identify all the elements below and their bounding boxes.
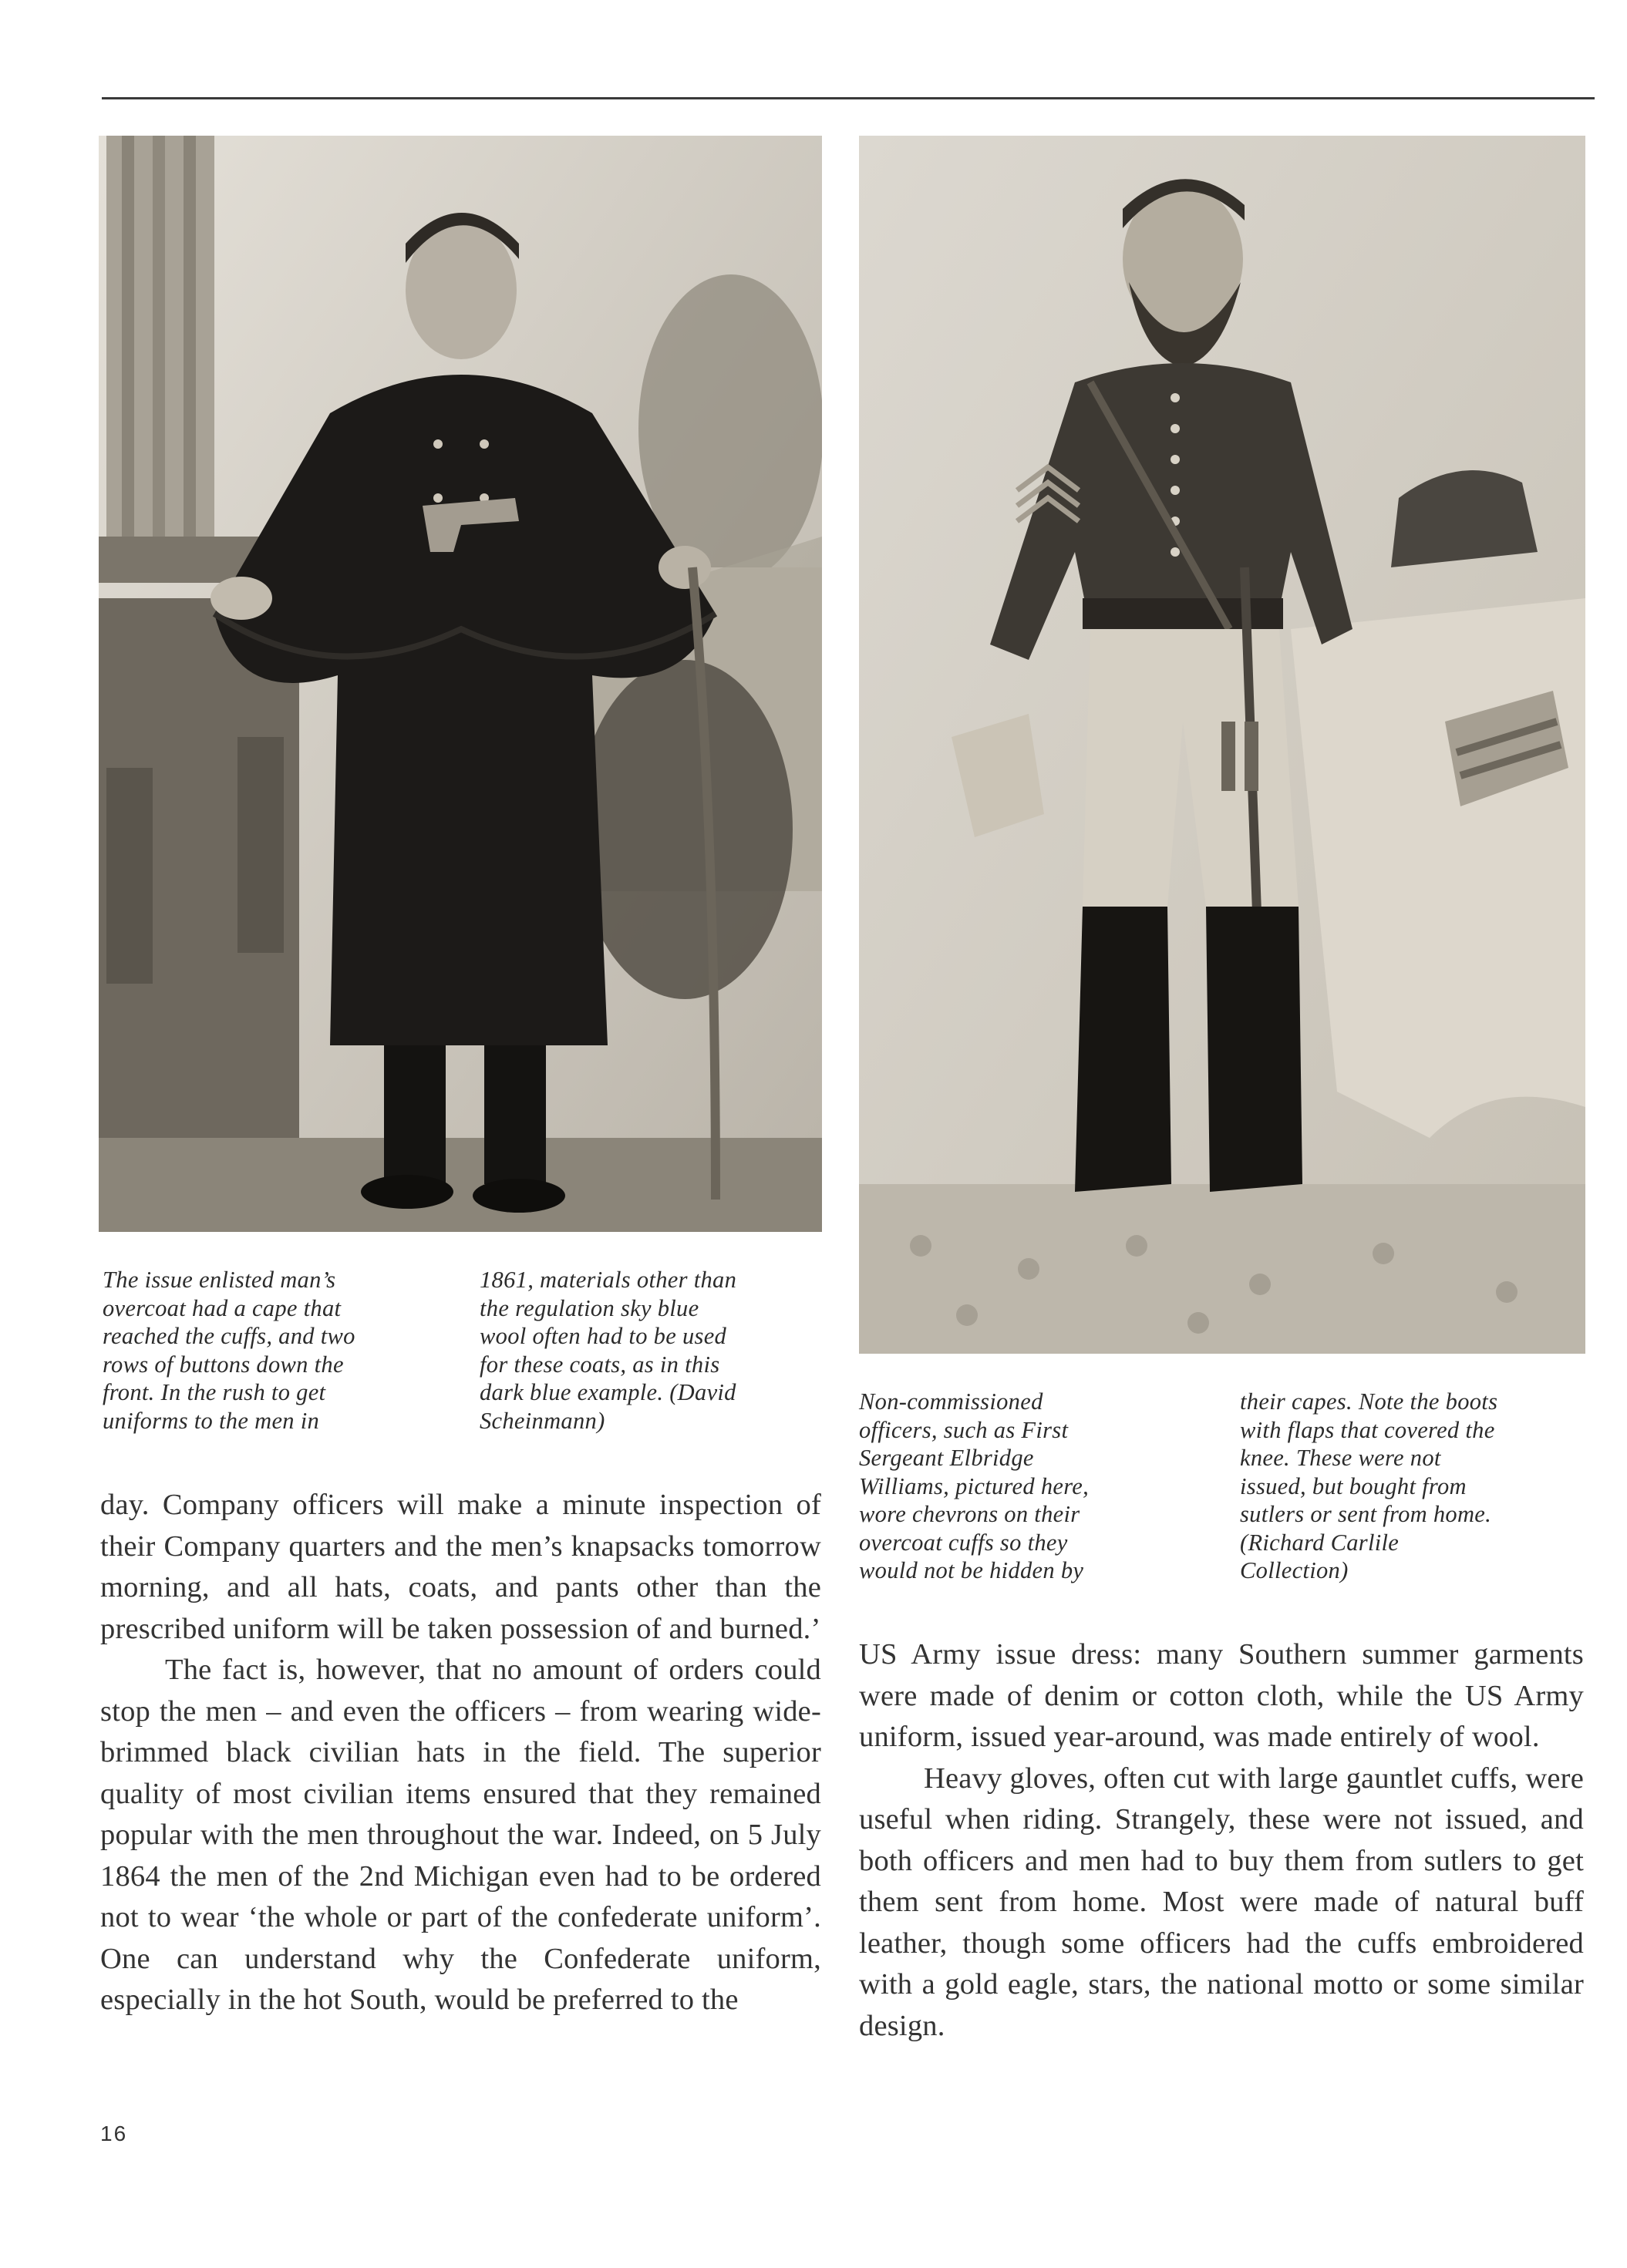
body-column-right <box>859 1634 1584 2047</box>
caption-right-part-1: Non-commissioned officers, such as First Sergeant Elbridge Williams, pictured here, wore chevrons on their overcoat cuffs so they would not be hidden by <box>859 1388 1090 1583</box>
photo-first-sergeant-image <box>859 136 1585 1354</box>
body-paragraph: US Army issue dress: many Southern summer garments were made of denim or cotton cloth, while the US Army uniform, issued year-around, was made entirely of wool. <box>859 1638 1584 1753</box>
photo-first-sergeant <box>859 136 1585 1354</box>
body-paragraph: Heavy gloves, often cut with large gauntlet cuffs, were useful when riding. Strangely, these were not issued, and both officers and men had to buy them from sutlers to get them sent from home. Most were made of natural buff leather, though some officers had the cuffs embroidered with a gold eagle, stars, the national motto or some similar design. <box>859 1762 1584 2042</box>
body-paragraph: The fact is, however, that no amount of orders could stop the men – and even the officers – from wearing wide-brimmed black civilian hats in the field. The superior quality of most civilian items ensured that they remained popular with the men throughout the war. Indeed, on 5 July 1864 the men of the 2nd Michigan even had to be ordered not to wear ‘the whole or part of the confederate uniform’. One can understand why the Confederate uniform, especially in the hot South, would be preferred to the <box>100 1654 821 2016</box>
body-column-left <box>100 1485 821 2021</box>
caption-right-part-2: their capes. Note the boots with flaps that covered the knee. These were not issued, but bought from sutlers or sent from home. (Richard Carlile Collection) <box>1240 1388 1498 1583</box>
caption-left-part-2: 1861, materials other than the regulation sky blue wool often had to be used for these coats, as in this dark blue example. (David Scheinmann) <box>480 1267 737 1434</box>
header-rule <box>102 97 1595 99</box>
photo-soldier-overcoat-image <box>99 136 822 1232</box>
photo-soldier-overcoat <box>99 136 822 1232</box>
caption-left-part-1: The issue enlisted man’s overcoat had a cape that reached the cuffs, and two rows of buttons down the front. In the rush to get uniforms to the men in <box>103 1267 355 1434</box>
page-number: 16 <box>100 2122 128 2145</box>
body-paragraph: day. Company officers will make a minute inspection of their Company quarters and the men’s knapsacks tomorrow morning, and all hats, coats, and pants other than the prescribed uniform will be taken possession of and burned.’ <box>100 1489 821 1645</box>
